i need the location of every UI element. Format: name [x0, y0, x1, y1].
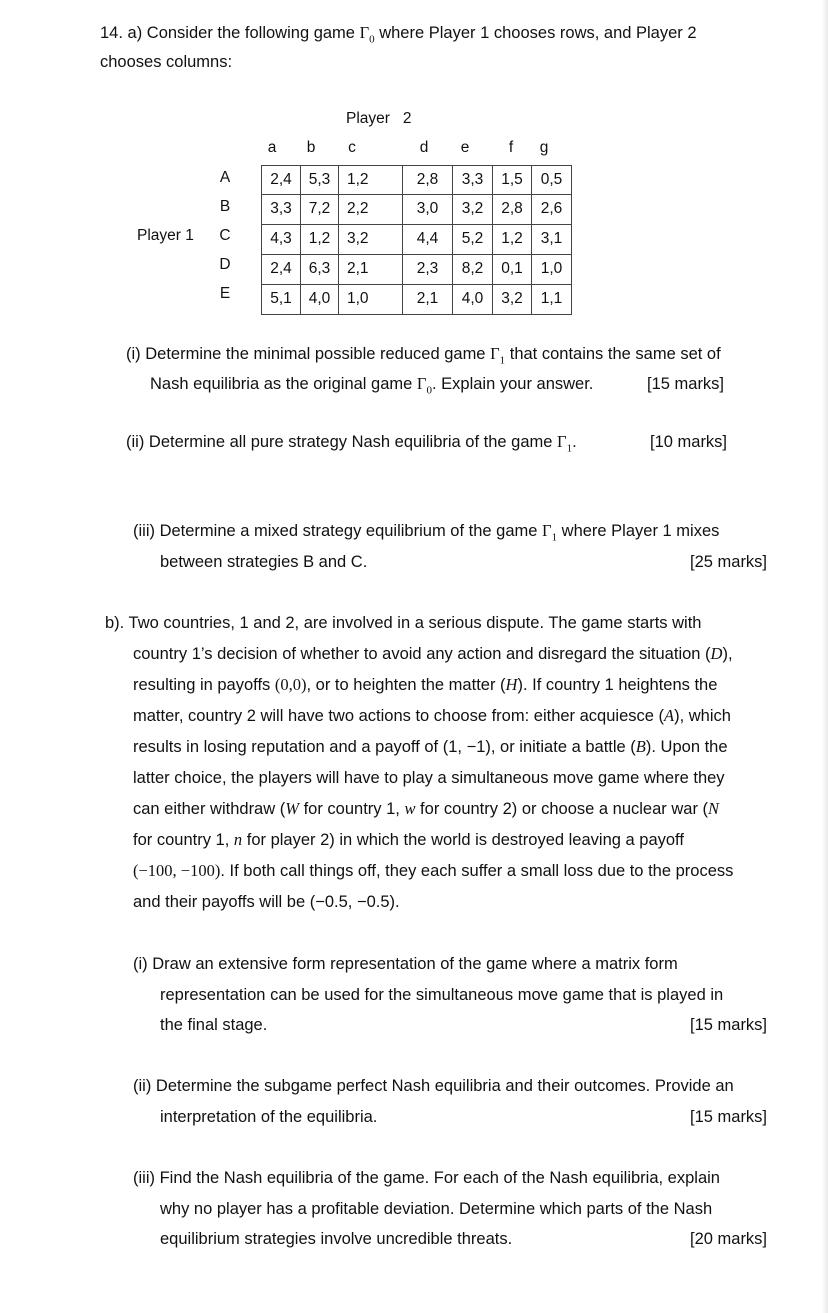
payoff-cell: 2,8: [403, 165, 453, 195]
payoff-cell: 4,3: [261, 225, 301, 255]
payoff-cell: 4,4: [403, 225, 453, 255]
page-edge-shadow: [822, 0, 828, 1313]
part-b-line5: results in losing reputation and a payoff of (1, −1), or initiate a battle (B). Upon the: [133, 737, 728, 756]
part-b-i-line1: (i) Draw an extensive form representation of the game where a matrix form: [133, 955, 678, 973]
payoff-cell: 1,1: [532, 285, 572, 315]
payoff-cell: 4,0: [453, 285, 493, 315]
part-b-ii-line1: (ii) Determine the subgame perfect Nash equilibria and their outcomes. Provide an: [133, 1077, 734, 1095]
part-a-ii-text: (ii) Determine all pure strategy Nash equilibria of the game $\Gamma_1$.: [126, 432, 577, 455]
part-b-line8: for country 1, n for player 2) in which the world is destroyed leaving a payoff: [133, 830, 684, 849]
part-b-iii-line3: equilibrium strategies involve uncredible threats.: [160, 1230, 513, 1248]
part-a-i-line2: Nash equilibria as the original game $\Gamma_0$. Explain your answer.: [150, 374, 594, 397]
part-a-iii-line2: between strategies B and C.: [160, 553, 368, 571]
payoff-cell: 1,2: [301, 225, 339, 255]
row-label: D: [219, 256, 231, 273]
part-a-ii-marks: [10 marks]: [650, 433, 728, 451]
part-a-i-line1: (i) Determine the minimal possible reduced game $\Gamma_1$ that contains the same set of: [126, 344, 721, 367]
player2-label: Player 2: [346, 110, 412, 127]
payoff-cell: 2,1: [403, 285, 453, 315]
payoff-cell: 0,5: [532, 165, 572, 195]
part-b-ii-marks: [15 marks]: [690, 1108, 768, 1126]
part-b-i-line2: representation can be used for the simultaneous move game that is played in: [160, 986, 724, 1004]
part-b-line3: resulting in payoffs (0,0), or to heighten the matter (H). If country 1 heightens the: [133, 675, 718, 694]
payoff-cell: 2,1: [339, 255, 403, 285]
payoff-cell: 5,1: [261, 285, 301, 315]
payoff-cell: 3,3: [453, 165, 493, 195]
payoff-cell: 6,3: [301, 255, 339, 285]
payoff-cell: 1,5: [493, 165, 532, 195]
payoff-cell: 1,2: [339, 165, 403, 195]
payoff-cell: 5,3: [301, 165, 339, 195]
row-label: B: [219, 198, 231, 215]
part-a-iii-line1: (iii) Determine a mixed strategy equilibrium of the game $\Gamma_1$ where Player 1 mixes: [133, 521, 720, 544]
payoff-cell: 2,8: [493, 195, 532, 225]
row-label: E: [219, 285, 231, 302]
payoff-cell: 3,0: [403, 195, 453, 225]
payoff-cell: 0,1: [493, 255, 532, 285]
part-b-iii-line1: (iii) Find the Nash equilibria of the game. For each of the Nash equilibria, explain: [133, 1169, 720, 1187]
column-header: e: [460, 139, 470, 156]
part-b-line1: b). Two countries, 1 and 2, are involved in a serious dispute. The game starts with: [105, 614, 702, 632]
player1-label: Player 1: [137, 227, 194, 244]
column-header: d: [419, 139, 429, 156]
payoff-cell: 3,2: [453, 195, 493, 225]
payoff-cell: 4,0: [301, 285, 339, 315]
payoff-cell: 3,2: [493, 285, 532, 315]
part-b-ii-line2: interpretation of the equilibria.: [160, 1108, 378, 1126]
payoff-cell: 8,2: [453, 255, 493, 285]
gamma-symbol: $\Gamma_0$: [359, 23, 375, 46]
column-header: b: [306, 139, 316, 156]
part-b-iii-marks: [20 marks]: [690, 1230, 768, 1248]
row-label: C: [219, 227, 231, 244]
payoff-cell: 1,2: [493, 225, 532, 255]
part-b-line4: matter, country 2 will have two actions to choose from: either acquiesce (A), which: [133, 706, 731, 725]
part-a-iii-marks: [25 marks]: [690, 553, 768, 571]
payoff-cell: 2,6: [532, 195, 572, 225]
column-header: c: [348, 139, 356, 156]
part-b-line2: country 1’s decision of whether to avoid any action and disregard the situation (D),: [133, 644, 733, 663]
part-a-i-marks: [15 marks]: [647, 375, 725, 393]
column-header: f: [508, 139, 514, 156]
payoff-cell: 2,4: [261, 255, 301, 285]
payoff-cell: 3,1: [532, 225, 572, 255]
payoff-cell: 2,4: [261, 165, 301, 195]
part-b-i-line3: the final stage.: [160, 1016, 268, 1034]
part-b-line10: and their payoffs will be (−0.5, −0.5).: [133, 893, 400, 911]
part-b-i-marks: [15 marks]: [690, 1016, 768, 1034]
payoff-cell: 2,2: [339, 195, 403, 225]
payoff-cell: 2,3: [403, 255, 453, 285]
row-label: A: [219, 169, 231, 186]
part-b-line7: can either withdraw (W for country 1, w for country 2) or choose a nuclear war (N: [133, 799, 720, 818]
part-b-line9: (−100, −100). If both call things off, they each suffer a small loss due to the process: [133, 861, 734, 880]
payoff-cell: 1,0: [339, 285, 403, 315]
column-header: g: [539, 139, 549, 156]
question-intro-line1: 14. a) Consider the following game $\Gamma_0$ where Player 1 chooses rows, and Player 2: [100, 23, 697, 46]
part-b-line6: latter choice, the players will have to play a simultaneous move game where they: [133, 769, 725, 787]
payoff-cell: 1,0: [532, 255, 572, 285]
question-intro-line2: chooses columns:: [100, 53, 233, 71]
payoff-cell: 3,3: [261, 195, 301, 225]
column-header: a: [267, 139, 277, 156]
payoff-cell: 7,2: [301, 195, 339, 225]
payoff-cell: 3,2: [339, 225, 403, 255]
payoff-cell: 5,2: [453, 225, 493, 255]
part-b-iii-line2: why no player has a profitable deviation. Determine which parts of the Nash: [160, 1200, 713, 1218]
